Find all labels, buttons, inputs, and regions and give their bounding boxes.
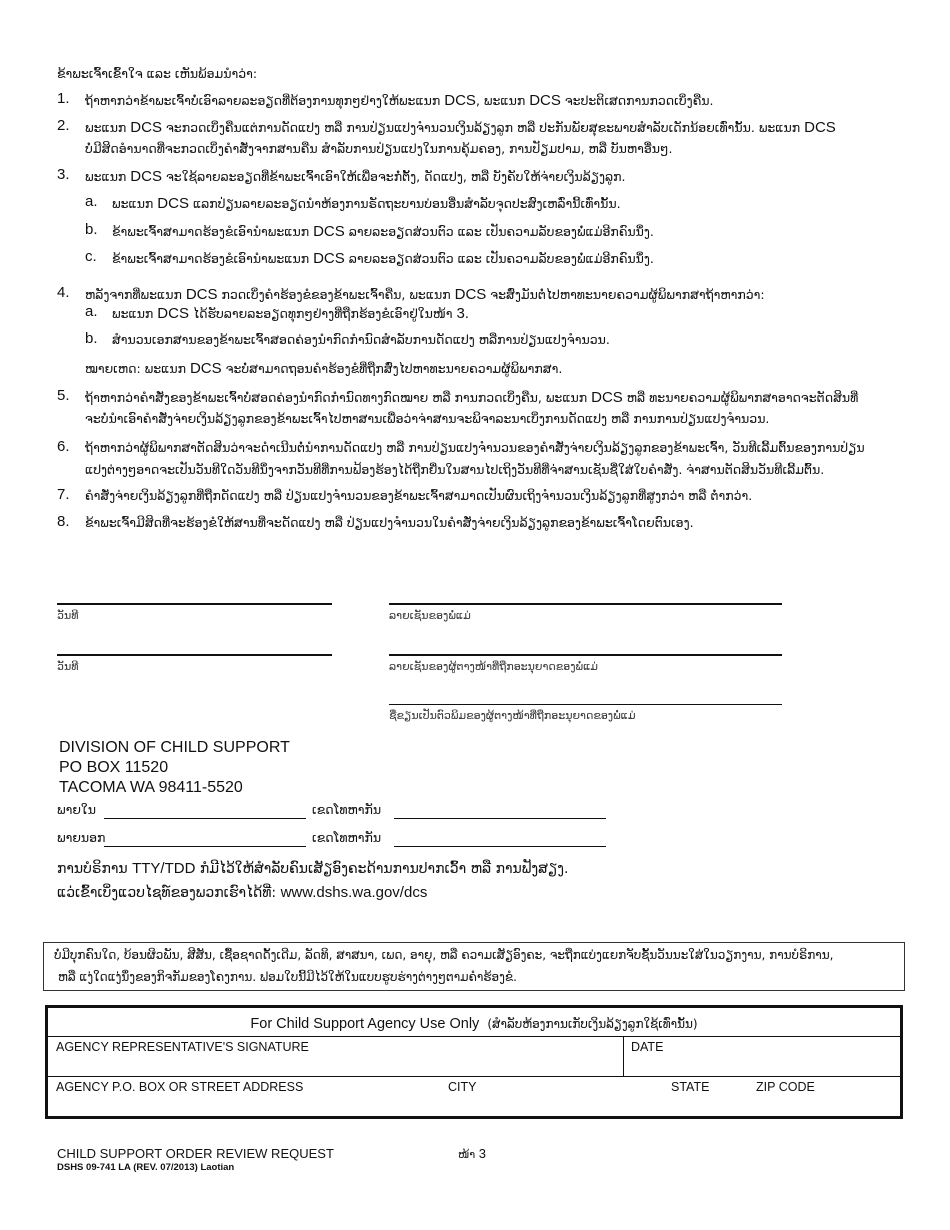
tty-prefix: ການບໍຣິການ xyxy=(57,861,133,877)
item-text-continued: ແປງຕ່າງໆອາດຈະເປັນວັນທີໃດວັນທີນຶ່ງຈາກວັນທີທີ່ການຟ້ອງຮ້ອງໄດ້ຖືກຍື່ນໃນສານໄປເຖິງວັນທີທີ່ຈ່າສານເຊັນຊື່ໃສ່ໃບຄຳສັ່ງ. ຈ່າສານຕັດສິນວັນທີເລີ້ມຕົ້ນ. xyxy=(85,462,825,477)
divider xyxy=(48,1076,900,1077)
item-text: ຫລັງຈາກທີ່ພະແນກ DCS ກວດເບິ່ງຄຳຮ້ອງຂໍຂອງຂ້າພະເຈົ້າຄືນ, ພະແນກ DCS ຈະສົ່ງມັນຕໍ່ໄປຫາທະນາຍຄວາມຜູ້ພິພາກສາຖ້າຫາກວ່າ: xyxy=(85,286,765,303)
phone-inside-field[interactable] xyxy=(104,818,306,819)
footer-form-number: DSHS 09-741 LA (REV. 07/2013) Laotian xyxy=(57,1162,235,1173)
agency-title: For Child Support Agency Use Only xyxy=(250,1016,480,1032)
sub-item-text: ຂ້າພະເຈົ້າສາມາດຮ້ອງຂໍເອົານຳພະແນກ DCS ລາຍລະອຽດສ່ວນຕົວ ແລະ ເປັນຄວາມລັບຂອງພໍ່ແມ່ອີກຄົນນຶ່ງ. xyxy=(112,223,654,240)
tty-notice xyxy=(57,860,568,877)
sub-item-letter: b. xyxy=(85,330,98,347)
phone-outside-label: ພາຍນອກ xyxy=(57,830,106,845)
agency-box-title xyxy=(48,1016,900,1032)
agency-state-label: STATE xyxy=(671,1080,710,1094)
item-text: ຖ້າຫາກວ່າຜູ້ພິພາກສາຕັດສິນວ່າຈະດຳເນີນຕໍ່ນຳການດັດແປງ ຫລື ການປ່ຽນແປງຈຳນວນຂອງຄຳສັ່ງຈ່າຍເງິນລ້ຽງລູກຂອງຂ້າພະເຈົ້າ, ວັນທີເລີ້ມຕົ້ນຂອງການປ່ຽນ xyxy=(85,440,865,455)
sub-item-text: ພະແນກ DCS ແລກປ່ຽນລາຍລະອຽດນຳຫ້ອງການຣັດຖະບານບ່ອນອື່ນສຳລັບຈຸດປະສົງເຫລົ່ານີ້ເທົ່ານັ້ນ. xyxy=(112,195,621,212)
website-notice xyxy=(57,884,427,901)
agency-date-label: DATE xyxy=(631,1040,664,1054)
item-number: 5. xyxy=(57,387,70,404)
sub-item-text: ພະແນກ DCS ໄດ້ຮັບລາຍລະອຽດທຸກໆຢ່າງທີ່ຖືກຮ້ອງຂໍເອົາຢູ່ໃນໜ້າ 3. xyxy=(112,305,469,322)
rep-signature-line[interactable] xyxy=(389,654,782,656)
agency-use-box xyxy=(45,1005,903,1119)
address-line-3: TACOMA WA 98411-5520 xyxy=(59,779,243,796)
item-number: 2. xyxy=(57,117,70,134)
item-number: 8. xyxy=(57,513,70,530)
item-number: 6. xyxy=(57,438,70,455)
footer-title: CHILD SUPPORT ORDER REVIEW REQUEST xyxy=(57,1146,334,1161)
address-line-2: PO BOX 11520 xyxy=(59,759,169,776)
agency-rep-signature-label: AGENCY REPRESENTATIVE'S SIGNATURE xyxy=(56,1040,309,1054)
sub-item-letter: a. xyxy=(85,193,98,210)
date-line-1[interactable] xyxy=(57,603,332,605)
parent-signature-label: ລາຍເຊັນຂອງພໍ່ແມ່ xyxy=(389,609,471,622)
item-text: ຖ້າຫາກວ່າຂ້າພະເຈົ້າບໍ່ເອົາລາຍລະອຽດທີ່ຕ້ອງການທຸກໆຢ່າງໃຫ້ພະແນກ DCS, ພະແນກ DCS ຈະປະຕິເສດການກວດເບິ່ງຄືນ. xyxy=(85,92,714,109)
item-number: 4. xyxy=(57,284,70,301)
phone-outside-field[interactable] xyxy=(104,846,306,847)
notice-line-2: ຫລື ແງ່ໃດແງ່ນຶ່ງຂອງກິຈກັມຂອງໂຄງການ. ຟອມໃບນີ້ມີໄວ້ໃຫ້ໃນແບບຮູບຮ່າງຕ່າງໆຕາມຄຳຮ້ອງຂໍ. xyxy=(58,970,517,984)
mailing-address xyxy=(59,738,290,798)
divider xyxy=(48,1036,900,1037)
website-prefix: ແວ່ເຂົ້າເບິ່ງແວບໄຊທ໌ຂອງພວກເຮົາໄດ້ທີ່: xyxy=(57,885,281,901)
agency-title-lao: (ສຳລັບຫ້ອງການເກັບເງິນລ້ຽງລູກໃຊ້ເທົ່ານັ້ນ) xyxy=(487,1017,698,1031)
website-link[interactable]: www.dshs.wa.gov/dcs xyxy=(280,884,428,901)
rep-signature-label: ລາຍເຊັນຂອງຜູ້ຕາງໜ້າທີ່ຖືກອະນຸຍາດຂອງພໍ່ແມ່ xyxy=(389,660,599,673)
phone-area-label-1: ເຂດໂທຫາກັນ xyxy=(312,802,382,817)
tty-label: TTY/TDD xyxy=(132,860,196,877)
date-label-2: ວັນທີ xyxy=(57,660,79,673)
item-number: 7. xyxy=(57,486,70,503)
item-note: ໝາຍເຫດ: ພະແນກ DCS ຈະບໍ່ສາມາດຖອນຄຳຮ້ອງຂໍທີ່ຖືກສົ່ງໄປຫາທະນາຍຄວາມຜູ້ພິພາກສາ. xyxy=(85,360,563,377)
item-text: ຂ້າພະເຈົ້າມີສິດທີ່ຈະຮ້ອງຂໍໃຫ້ສານທີ່ຈະດັດແປງ ຫລື ປ່ຽນແປງຈຳນວນໃນຄຳສັ່ງຈ່າຍເງິນລ້ຽງລູກຂອງຂ້າພະເຈົ້າໂດຍຕົນເອງ. xyxy=(85,515,694,530)
date-line-2[interactable] xyxy=(57,654,332,656)
rep-name-line[interactable] xyxy=(389,704,782,705)
item-number: 3. xyxy=(57,166,70,183)
phone-area-field-2[interactable] xyxy=(394,846,606,847)
agency-zip-label: ZIP CODE xyxy=(756,1080,815,1094)
page-label: ໜ້າ xyxy=(458,1148,476,1161)
agency-city-label: CITY xyxy=(448,1080,477,1094)
item-text: ຖ້າຫາກວ່າຄຳສັ່ງຂອງຂ້າພະເຈົ້າບໍ່ສອດຄ່ອງນຳກົດກຳນົດທາງກົດໝາຍ ຫລື ການກວດເບິ່ງຄືນ, ພະແນກ DCS ຫລື ທະນາຍຄວາມຜູ້ພິພາກສາອາດຈະຕັດສິນທີ່ xyxy=(85,389,859,406)
item-text: ພະແນກ DCS ຈະກວດເບິ່ງຄືນແຕ່ການດັດແປງ ຫລື ການປ່ຽນແປງຈຳນວນເງິນລ້ຽງລູກ ຫລື ປະກັນພັຍສຸຂະພາບສຳລັບເດັກນ້ອຍເທົ່ານັ້ນ. ພະແນກ DCS xyxy=(85,119,836,136)
item-text-continued: ບໍ່ມີສິດອຳນາດທີ່ຈະກວດເບິ່ງຄຳສັ່ງຈາກສານຄືນ ສຳລັບການປ່ຽນແປງໃນການຄຸ້ມຄອງ, ການປັຽມປາມ, ຫລື ບັນຫາອື່ນໆ. xyxy=(85,141,673,156)
parent-signature-line[interactable] xyxy=(389,603,782,605)
divider xyxy=(623,1036,624,1076)
sub-item-letter: b. xyxy=(85,221,98,238)
nondiscrimination-notice xyxy=(43,942,905,991)
page-num: 3 xyxy=(478,1146,486,1161)
sub-item-letter: c. xyxy=(85,248,97,265)
phone-area-label-2: ເຂດໂທຫາກັນ xyxy=(312,830,382,845)
date-label-1: ວັນທີ xyxy=(57,609,79,622)
phone-area-field-1[interactable] xyxy=(394,818,606,819)
page-number xyxy=(458,1146,486,1161)
item-text-continued: ຈະບໍ່ນຳເອົາຄຳສັ່ງຈ່າຍເງິນລ້ຽງລູກຂອງຂ້າພະເຈົ້າໄປຫາສານເພື່ອວ່າຈ່າສານຈະພິຈາລະນາເບິ່ງການດັດແປງ ຫລື ການການປ່ຽນແປງຈຳນວນ. xyxy=(85,411,770,426)
notice-line-1: ບໍ່ມີບຸກຄົນໃດ, ບ້ອນຜິວພັນ, ສີສັນ, ເຊື້ອຊາດດັ້ງເດີມ, ລັດທິ, ສາສນາ, ເພດ, ອາຍຸ, ຫລື ຄວາມເສັຽອົງຄະ, ຈະຖືກແບ່ງແຍກຈັບຊັ້ນວັນນະໃສ່ໃນວຽກງານ, ການບໍຣິການ, xyxy=(54,948,834,962)
rep-name-label: ຊື່ຂຽນເປັນຕົວພິມຂອງຜູ້ຕາງໜ້າທີ່ຖືກອະນຸຍາດຂອງພໍ່ແມ່ xyxy=(389,709,636,722)
item-text: ຄຳສັ່ງຈ່າຍເງິນລ້ຽງລູກທີ່ຖືກດັດແປງ ຫລື ປ່ຽນແປງຈຳນວນຂອງຂ້າພະເຈົ້າສາມາດເປັນຜົນເຖິງຈຳນວນເງິນລ້ຽງລູກທີ່ສູງກວ່າ ຫລື ຕ່ຳກວ່າ. xyxy=(85,488,753,503)
sub-item-text: ສຳນວນເອກສານຂອງຂ້າພະເຈົ້າສອດຄ່ອງນຳກົດກຳນົດສຳລັບການດັດແປງ ຫລືການປ່ຽນແປງຈຳນວນ. xyxy=(112,332,610,347)
address-line-1: DIVISION OF CHILD SUPPORT xyxy=(59,739,290,756)
sub-item-letter: a. xyxy=(85,303,98,320)
sub-item-text: ຂ້າພະເຈົ້າສາມາດຮ້ອງຂໍເອົານຳພະແນກ DCS ລາຍລະອຽດສ່ວນຕົວ ແລະ ເປັນຄວາມລັບຂອງພໍ່ແມ່ອີກຄົນນຶ່ງ. xyxy=(112,250,654,267)
item-number: 1. xyxy=(57,90,70,107)
phone-inside-label: ພາຍໃນ xyxy=(57,802,96,817)
tty-suffix: ກໍມີໄວ້ໃຫ້ສຳລັບຄົນເສັຽອົງຄະດ້ານການປາກເວົ້າ ຫລື ການຟັງສຽງ. xyxy=(195,861,569,877)
intro-text: ຂ້າພະເຈົ້າເຂົ້າໃຈ ແລະ ເຫັນພ້ອມນຳວ່າ: xyxy=(57,66,258,81)
agency-address-label: AGENCY P.O. BOX OR STREET ADDRESS xyxy=(56,1080,304,1094)
item-text: ພະແນກ DCS ຈະໃຊ້ລາຍລະອຽດທີ່ຂ້າພະເຈົ້າເອົາໃຫ້ເພື່ອຈະກໍ່ຕັ້ງ, ດັດແປງ, ຫລື ບັງຄັບໃຫ້ຈ່າຍເງິນລ້ຽງລູກ. xyxy=(85,168,626,185)
